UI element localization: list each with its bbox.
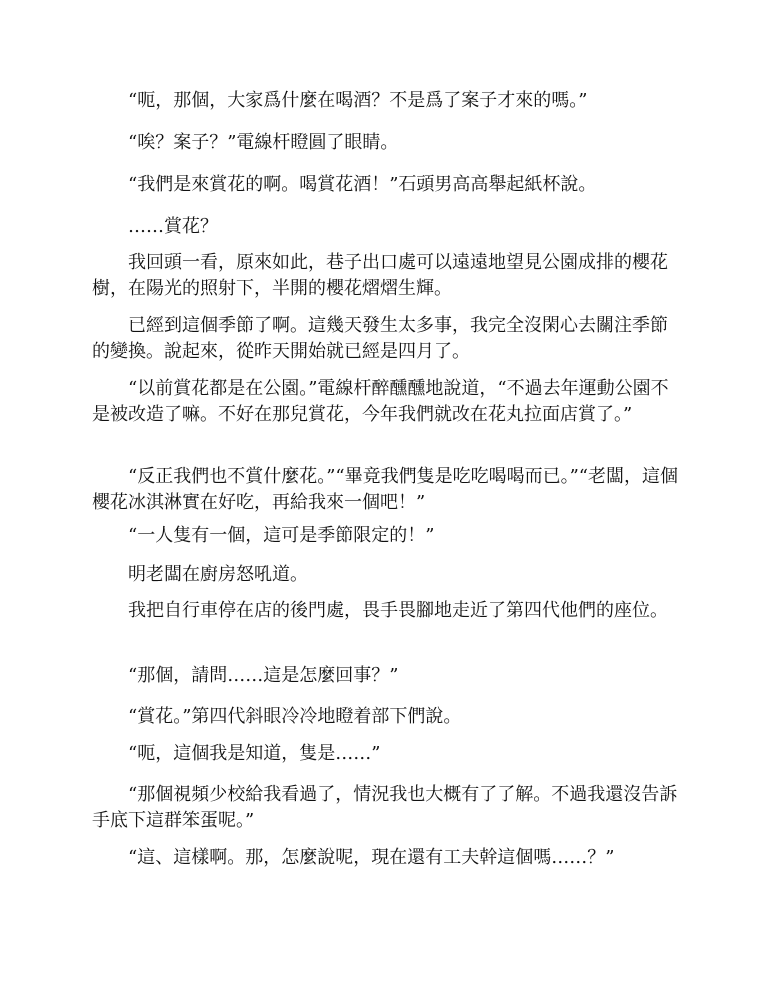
paragraph: “那個視頻少校給我看過了，情況我也大概有了了解。不過我還沒告訴手底下這群笨蛋呢。” bbox=[92, 784, 678, 831]
paragraph: “反正我們也不賞什麼花。”“畢竟我們隻是吃吃喝喝而已。”“老闆，這個櫻花冰淇淋實在好吃，再給我來一個吧！” bbox=[92, 466, 679, 513]
paragraph: “一人隻有一個，這可是季節限定的！” bbox=[128, 525, 435, 546]
paragraph: “這、這樣啊。那，怎麼說呢，現在還有工夫幹這個嗎……？” bbox=[128, 847, 615, 868]
paragraph: 明老闆在廚房怒吼道。 bbox=[128, 564, 308, 585]
paragraph: “以前賞花都是在公園。”電線杆醉醺醺地說道，“不過去年運動公園不是被改造了嘛。不好在那兒賞花，今年我們就改在花丸拉面店賞了。” bbox=[92, 378, 669, 425]
paragraph: “呃，那個，大家爲什麼在喝酒？不是爲了案子才來的嗎。” bbox=[128, 90, 588, 111]
paragraph: “呃，這個我是知道，隻是……” bbox=[128, 743, 381, 764]
paragraph: “賞花。”第四代斜眼冷冷地瞪着部下們說。 bbox=[128, 706, 462, 727]
paragraph: 我回頭一看，原來如此，巷子出口處可以遠遠地望見公園成排的櫻花樹，在陽光的照射下，半開的櫻花熠熠生輝。 bbox=[92, 252, 668, 299]
paragraph: “那個，請問……這是怎麼回事？” bbox=[128, 665, 399, 686]
paragraph: ……賞花？ bbox=[128, 216, 218, 237]
paragraph: “我們是來賞花的啊。喝賞花酒！”石頭男高高舉起紙杯說。 bbox=[128, 174, 597, 195]
paragraph: 已經到這個季節了啊。這幾天發生太多事，我完全沒閑心去關注季節的變換。說起來，從昨天開始就已經是四月了。 bbox=[92, 315, 668, 362]
paragraph: 我把自行車停在店的後門處，畏手畏腳地走近了第四代他們的座位。 bbox=[128, 600, 668, 621]
paragraph: “唉？案子？”電線杆瞪圓了眼睛。 bbox=[128, 132, 399, 153]
